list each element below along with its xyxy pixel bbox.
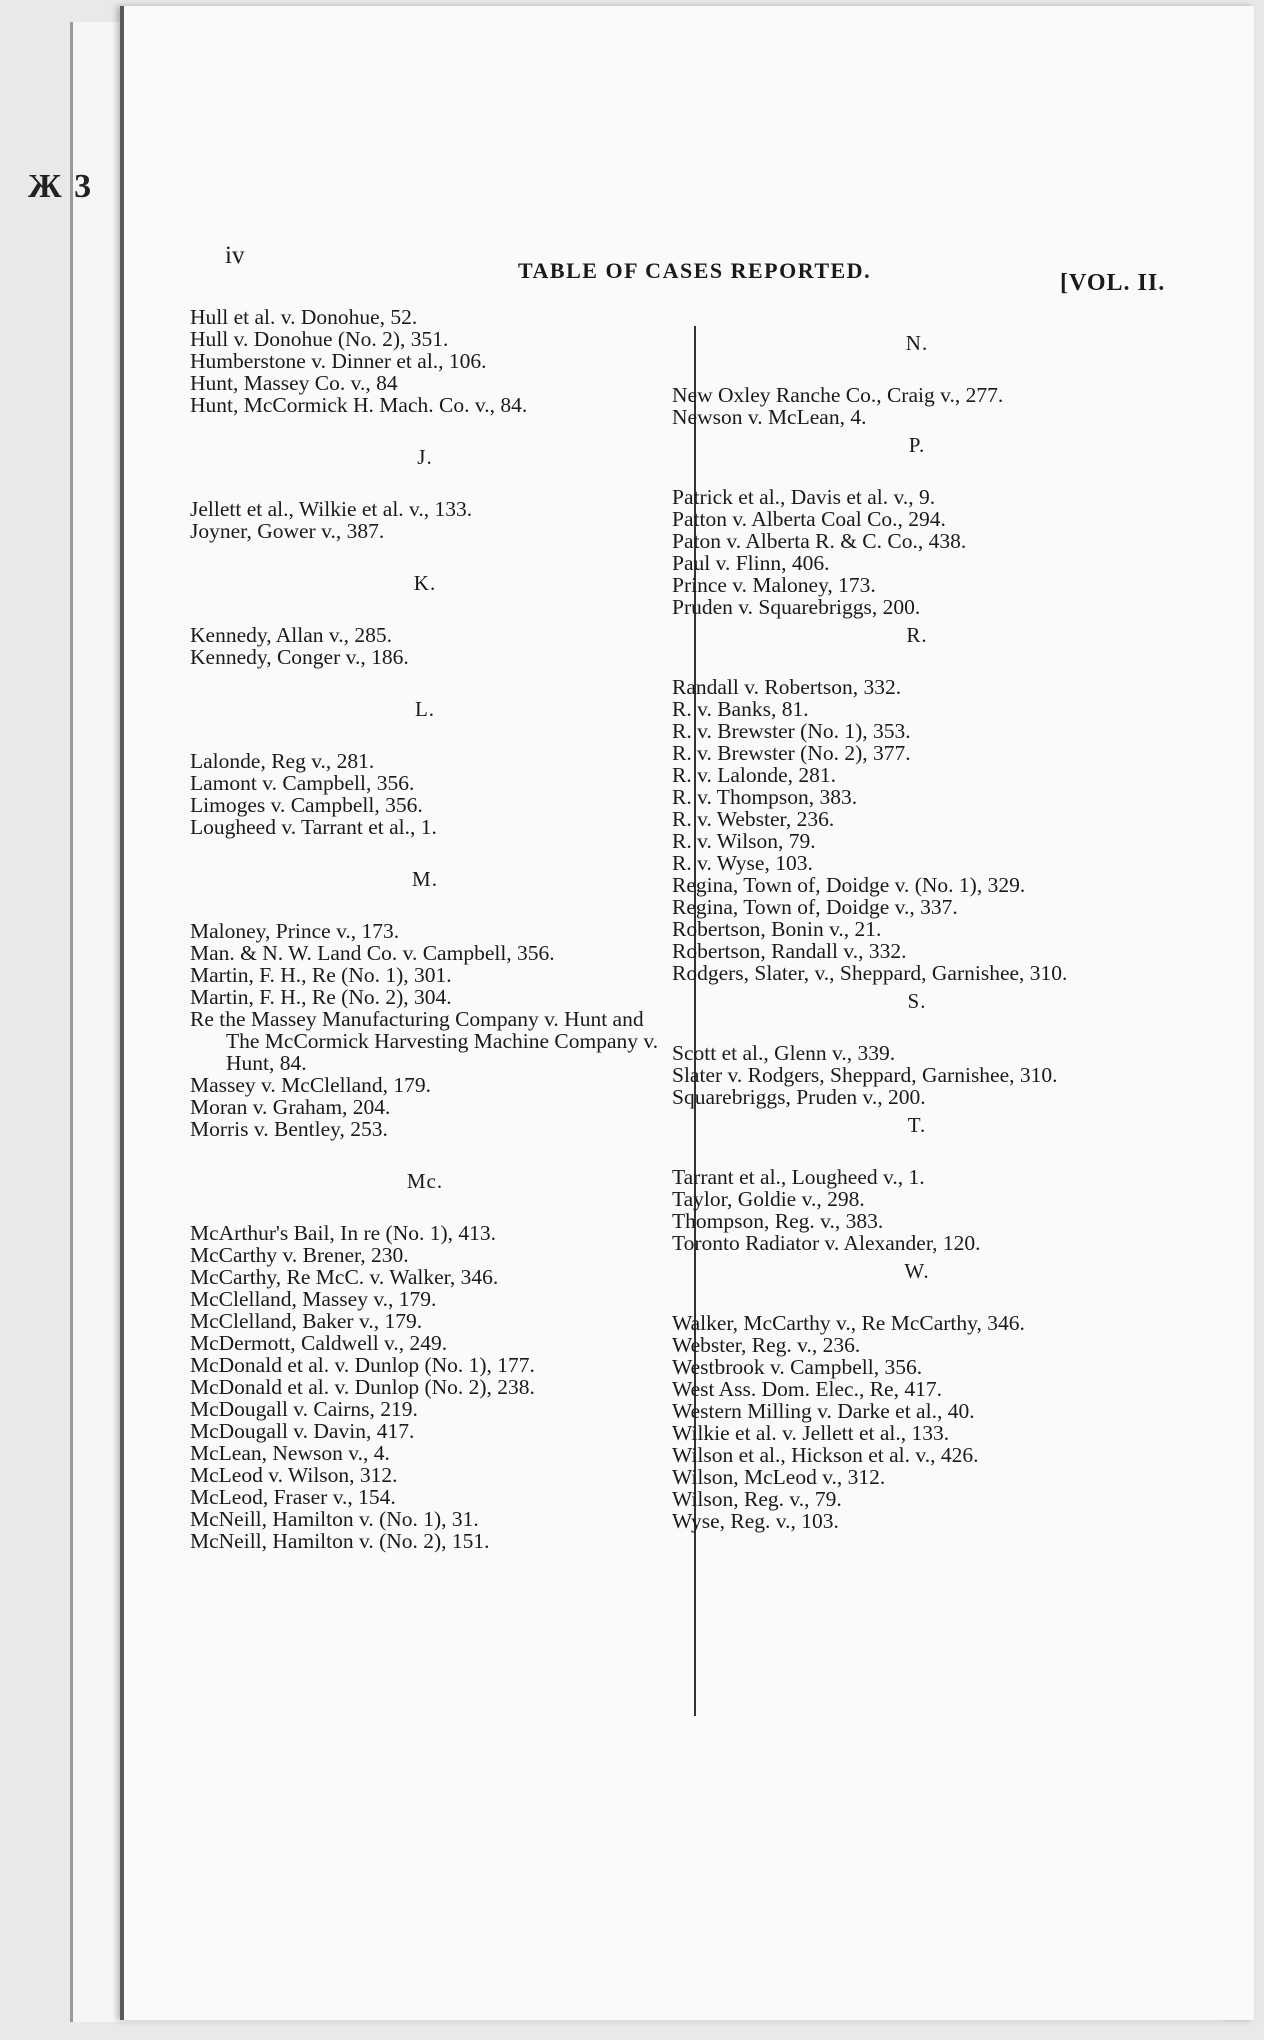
case-entry: Wilkie et al. v. Jellett et al., 133. (672, 1421, 950, 1445)
case-entry: Morris v. Bentley, 253. (190, 1117, 388, 1141)
case-entry: Scott et al., Glenn v., 339. (672, 1041, 896, 1065)
case-entry: Wilson, Reg. v., 79. (672, 1487, 842, 1511)
section-p (672, 434, 1162, 618)
section-letter: P. (908, 433, 926, 457)
section-letter: J. (417, 445, 433, 469)
case-entry: Patton v. Alberta Coal Co., 294. (672, 507, 946, 531)
case-entry: Wilson et al., Hickson et al. v., 426. (672, 1443, 979, 1467)
case-entry: McClelland, Baker v., 179. (190, 1309, 423, 1333)
case-entry: West Ass. Dom. Elec., Re, 417. (672, 1377, 942, 1401)
case-entry: Kennedy, Allan v., 285. (190, 623, 393, 647)
case-entry: R. v. Brewster (No. 2), 377. (672, 741, 911, 765)
case-entry: Westbrook v. Campbell, 356. (672, 1355, 923, 1379)
right-sections (672, 332, 1162, 1532)
section-letter: N. (905, 331, 929, 355)
case-entry: Re the Massey Manufacturing Company v. Hunt and The McCormick Harvesting Machine Company v. Hunt, 84. (190, 1007, 659, 1075)
case-entry: Regina, Town of, Doidge v., 337. (672, 895, 958, 919)
case-entry: McDonald et al. v. Dunlop (No. 2), 238. (190, 1375, 535, 1399)
case-entry: R. v. Banks, 81. (672, 697, 809, 721)
case-entry: Kennedy, Conger v., 186. (190, 645, 409, 669)
case-entry: McDonald et al. v. Dunlop (No. 1), 177. (190, 1353, 535, 1377)
section-letter: Mc. (406, 1169, 444, 1193)
left-column (190, 306, 680, 1552)
case-entry: McLean, Newson v., 4. (190, 1441, 390, 1465)
case-entry: Martin, F. H., Re (No. 1), 301. (190, 963, 452, 987)
case-entry: McNeill, Hamilton v. (No. 1), 31. (190, 1507, 479, 1531)
case-entry: Humberstone v. Dinner et al., 106. (190, 349, 487, 373)
case-entry: Paul v. Flinn, 406. (672, 551, 830, 575)
case-entry: Robertson, Randall v., 332. (672, 939, 907, 963)
case-entry: R. v. Wilson, 79. (672, 829, 816, 853)
section-n (672, 332, 1162, 428)
case-entry: McDermott, Caldwell v., 249. (190, 1331, 448, 1355)
case-entry: Jellett et al., Wilkie et al. v., 133. (190, 497, 473, 521)
case-entry: McDougall v. Davin, 417. (190, 1419, 415, 1443)
case-entry: Regina, Town of, Doidge v. (No. 1), 329. (672, 873, 1026, 897)
section-s (672, 990, 1162, 1108)
case-entry: McCarthy, Re McC. v. Walker, 346. (190, 1265, 499, 1289)
case-entry: Prince v. Maloney, 173. (672, 573, 876, 597)
case-entry: Limoges v. Campbell, 356. (190, 793, 423, 817)
case-entry: Wilson, McLeod v., 312. (672, 1465, 886, 1489)
case-entry: Hunt, McCormick H. Mach. Co. v., 84. (190, 393, 528, 417)
section-letter: L. (414, 697, 436, 721)
case-entry: McClelland, Massey v., 179. (190, 1287, 437, 1311)
case-entry: Moran v. Graham, 204. (190, 1095, 391, 1119)
case-entry: Hull et al. v. Donohue, 52. (190, 305, 418, 329)
section-r (672, 624, 1162, 984)
case-entry: McArthur's Bail, In re (No. 1), 413. (190, 1221, 497, 1245)
case-entry: R. v. Brewster (No. 1), 353. (672, 719, 911, 743)
case-entry: Pruden v. Squarebriggs, 200. (672, 595, 921, 619)
case-entry: Lalonde, Reg v., 281. (190, 749, 375, 773)
section-letter: W. (904, 1259, 930, 1283)
case-entry: R. v. Webster, 236. (672, 807, 835, 831)
case-entry: Squarebriggs, Pruden v., 200. (672, 1085, 926, 1109)
case-entry: New Oxley Ranche Co., Craig v., 277. (672, 383, 1004, 407)
page-edge-mark: Ж 3 (28, 168, 94, 205)
case-entry: Paton v. Alberta R. & C. Co., 438. (672, 529, 967, 553)
section-letter: M. (412, 867, 438, 891)
volume-label: [VOL. II. (1060, 270, 1166, 296)
running-title: TABLE OF CASES REPORTED. (518, 258, 872, 283)
section-t (672, 1114, 1162, 1254)
section-j (190, 446, 680, 542)
case-entry: Lougheed v. Tarrant et al., 1. (190, 815, 437, 839)
case-entry: Toronto Radiator v. Alexander, 120. (672, 1231, 981, 1255)
section-w (672, 1260, 1162, 1532)
case-entry: Thompson, Reg. v., 383. (672, 1209, 884, 1233)
case-entry: Randall v. Robertson, 332. (672, 675, 902, 699)
section-letter: T. (907, 1113, 927, 1137)
case-entry: R. v. Wyse, 103. (672, 851, 813, 875)
case-entry: Taylor, Goldie v., 298. (672, 1187, 865, 1211)
case-entry: Western Milling v. Darke et al., 40. (672, 1399, 975, 1423)
section-k (190, 572, 680, 668)
case-entry: Martin, F. H., Re (No. 2), 304. (190, 985, 452, 1009)
case-entry: McLeod, Fraser v., 154. (190, 1485, 396, 1509)
case-entry: Newson v. McLean, 4. (672, 405, 867, 429)
case-entry: McNeill, Hamilton v. (No. 2), 151. (190, 1529, 490, 1553)
case-entry: Patrick et al., Davis et al. v., 9. (672, 485, 936, 509)
case-entry: McLeod v. Wilson, 312. (190, 1463, 398, 1487)
case-entry: R. v. Lalonde, 281. (672, 763, 837, 787)
section-letter: K. (413, 571, 437, 595)
case-entry: Slater v. Rodgers, Sheppard, Garnishee, 310. (672, 1063, 1058, 1087)
case-entry: Man. & N. W. Land Co. v. Campbell, 356. (190, 941, 555, 965)
case-entry: Rodgers, Slater, v., Sheppard, Garnishee, 310. (672, 961, 1068, 985)
case-entry: McCarthy v. Brener, 230. (190, 1243, 409, 1267)
case-entry: Joyner, Gower v., 387. (190, 519, 385, 543)
case-entry: Tarrant et al., Lougheed v., 1. (672, 1165, 925, 1189)
section-letter: R. (906, 623, 928, 647)
case-entry: Walker, McCarthy v., Re McCarthy, 346. (672, 1311, 1025, 1335)
case-entry: Wyse, Reg. v., 103. (672, 1509, 839, 1533)
case-entry: Webster, Reg. v., 236. (672, 1333, 861, 1357)
case-entry: McDougall v. Cairns, 219. (190, 1397, 418, 1421)
case-entry: Hunt, Massey Co. v., 84 (190, 371, 398, 395)
left-top-entries (190, 306, 680, 416)
right-column (672, 326, 1162, 1532)
case-entry: R. v. Thompson, 383. (672, 785, 858, 809)
section-l (190, 698, 680, 838)
section-letter: S. (907, 989, 927, 1013)
case-entry: Hull v. Donohue (No. 2), 351. (190, 327, 449, 351)
section-m (190, 868, 680, 1140)
case-entry: Maloney, Prince v., 173. (190, 919, 400, 943)
case-entry: Robertson, Bonin v., 21. (672, 917, 882, 941)
page-folio: iv (225, 242, 245, 269)
case-entry: Massey v. McClelland, 179. (190, 1073, 432, 1097)
case-entry: Lamont v. Campbell, 356. (190, 771, 415, 795)
left-sections (190, 446, 680, 1552)
section-mc (190, 1170, 680, 1552)
